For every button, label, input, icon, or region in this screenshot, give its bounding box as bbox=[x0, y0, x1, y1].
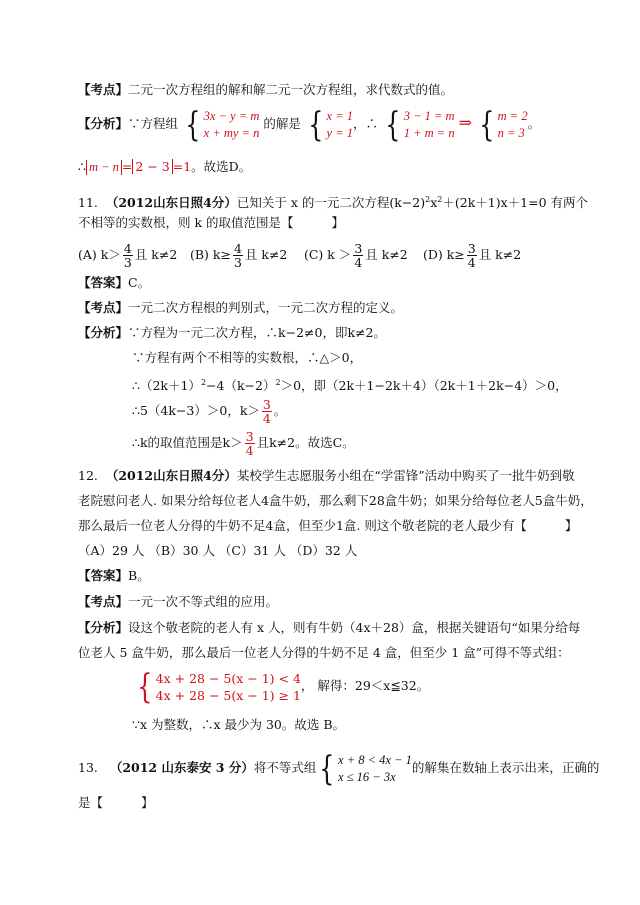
answer-11: 【答案】C。 bbox=[78, 275, 151, 290]
abs-23: 2 − 3 bbox=[132, 159, 172, 174]
inequality-system: 4x + 28 − 5(x − 1) < 4 4x + 28 − 5(x − 1) ≥ 1 bbox=[155, 670, 301, 703]
question-12-line-2: 老院慰问老人. 如果分给每位老人4盒牛奶，那么剩下28盒牛奶；如果分给每位老人5盒牛奶， bbox=[78, 493, 593, 508]
inequality-system-13: x + 8 < 4x − 1 x ≤ 16 − 3x bbox=[338, 752, 412, 784]
option-d: (D) k≥ $\frac{3}{4}$ 且 k≠2 bbox=[422, 241, 522, 270]
analysis-12-line-2: 位老人 5 盒牛奶，那么最后一位老人分得的牛奶不足 4 盒，但至少 1 盒”可得不等式组： bbox=[78, 645, 570, 660]
question-source: （2012 山东泰安 3 分） bbox=[109, 760, 254, 775]
analysis-11-line-2: ∵方程有两个不相等的实数根，∴△＞0， bbox=[132, 350, 363, 365]
equation-system-1: 3x − y = m x + my = n bbox=[203, 108, 260, 140]
analysis-12-system: { 4x + 28 − 5(x − 1) < 4 4x + 28 − 5(x − 1) ≥ 1 ， 解得：29＜x≦32。 bbox=[137, 666, 430, 707]
analysis-11-line-3: $\therefore(2k+1)^2-4(k-2)^2>0$，即（2k＋1−2k＋4）（2k＋1＋2k−4）＞0， bbox=[132, 378, 568, 394]
point-text: 二元一次方程组的解和解二元一次方程组，求代数式的值。 bbox=[128, 82, 454, 97]
question-11-line-2: 不相等的实数根，则 k 的取值范围是【 】 bbox=[78, 215, 345, 230]
analysis-label: 【分析】 bbox=[78, 620, 129, 635]
question-11-options bbox=[78, 240, 521, 270]
analysis-label: 【分析】 bbox=[78, 325, 129, 340]
option-b: (B) k≥ $\frac{4}{3}$ 且 k≠2 bbox=[189, 241, 288, 270]
analysis-line-2: ∴ m − n = 2 − 3 =1。故选D。 bbox=[78, 159, 252, 174]
question-source: （2012山东日照4分） bbox=[105, 195, 237, 211]
question-source: （2012山东日照4分） bbox=[105, 468, 237, 483]
implies-icon: ⇒ bbox=[458, 113, 472, 132]
point-label: 【考点】 bbox=[78, 300, 129, 315]
point-12: 【考点】一元一次不等式组的应用。 bbox=[78, 594, 279, 609]
question-12-options: （A）29 人 （B）30 人 （C）31 人 （D）32 人 bbox=[78, 543, 358, 558]
equation-system-3: 3 − 1 = m 1 + m = n bbox=[403, 108, 455, 140]
option-a: (A) k＞ $\frac{4}{3}$ 且 k≠2 bbox=[78, 241, 178, 270]
question-11-line-1: 11. （2012山东日照4分）已知关于 x 的一元二次方程$(k-2)^2x^2+(2k+1)x+1=0$ 有两个 bbox=[78, 195, 588, 211]
option-c: (C) k ＞ $\frac{3}{4}$ 且 k≠2 bbox=[303, 241, 408, 270]
left-brace-icon: { bbox=[185, 104, 201, 145]
left-brace-icon: { bbox=[385, 104, 401, 145]
point-line-1 bbox=[78, 81, 453, 99]
analysis-label: 【分析】 bbox=[78, 116, 129, 131]
abs-mn: m − n bbox=[86, 160, 122, 175]
question-number: 13. bbox=[78, 760, 98, 775]
question-12-line-1: 12. （2012山东日照4分）某校学生志愿服务小组在“学雷锋”活动中购买了一批牛奶到敬 bbox=[78, 468, 575, 483]
question-13-line-2: 是【 】 bbox=[78, 795, 154, 810]
left-brace-icon: { bbox=[479, 104, 495, 145]
left-brace-icon: { bbox=[137, 666, 153, 707]
point-label: 【考点】 bbox=[78, 594, 129, 609]
question-12-line-3: 那么最后一位老人分得的牛奶不足4盒，但至少1盒. 则这个敬老院的老人最少有【 】 bbox=[78, 518, 578, 533]
equation-system-2: x = 1 y = 1 bbox=[326, 108, 354, 140]
analysis-12-line-4: ∵x 为整数，∴x 最少为 30。故选 B。 bbox=[132, 717, 346, 732]
question-number: 11. bbox=[78, 195, 98, 211]
analysis-11-line-4: ∴5（4k−3）＞0，k＞ $\frac{3}{4}$ 。 bbox=[132, 397, 287, 426]
answer-label: 【答案】 bbox=[78, 568, 129, 583]
question-13-line-1: 13. （2012 山东泰安 3 分）将不等式组{ x + 8 < 4x − 1 x ≤ 16 − 3x 的解集在数轴上表示出来，正确的 bbox=[78, 748, 600, 789]
answer-12: 【答案】B。 bbox=[78, 568, 150, 583]
equation-system-4: m = 2 n = 3 bbox=[497, 108, 528, 140]
analysis-12-line-1: 【分析】设这个敬老院的老人有 x 人，则有牛奶（4x＋28）盒，根据关键语句“如果分给每 bbox=[78, 620, 581, 635]
left-brace-icon: { bbox=[319, 748, 335, 789]
point-11: 【考点】一元二次方程根的判别式，一元二次方程的定义。 bbox=[78, 300, 404, 315]
answer-label: 【答案】 bbox=[78, 275, 129, 290]
left-brace-icon: { bbox=[308, 104, 324, 145]
question-number: 12. bbox=[78, 468, 98, 483]
analysis-11-line-5: ∴k的取值范围是k＞ $\frac{3}{4}$ 且k≠2。故选C。 bbox=[132, 429, 355, 458]
analysis-11-line-1: 【分析】∵方程为一元二次方程，∴k−2≠0，即k≠2。 bbox=[78, 325, 386, 340]
point-label: 【考点】 bbox=[78, 82, 129, 97]
analysis-line-1: 【分析】∵方程组 { 3x − y = m x + my = n 的解是 { x = 1 y = 1 ，∴ { 3 − 1 = m 1 + m = n ⇒ { m = 2 n = 3 。 bbox=[78, 104, 541, 145]
